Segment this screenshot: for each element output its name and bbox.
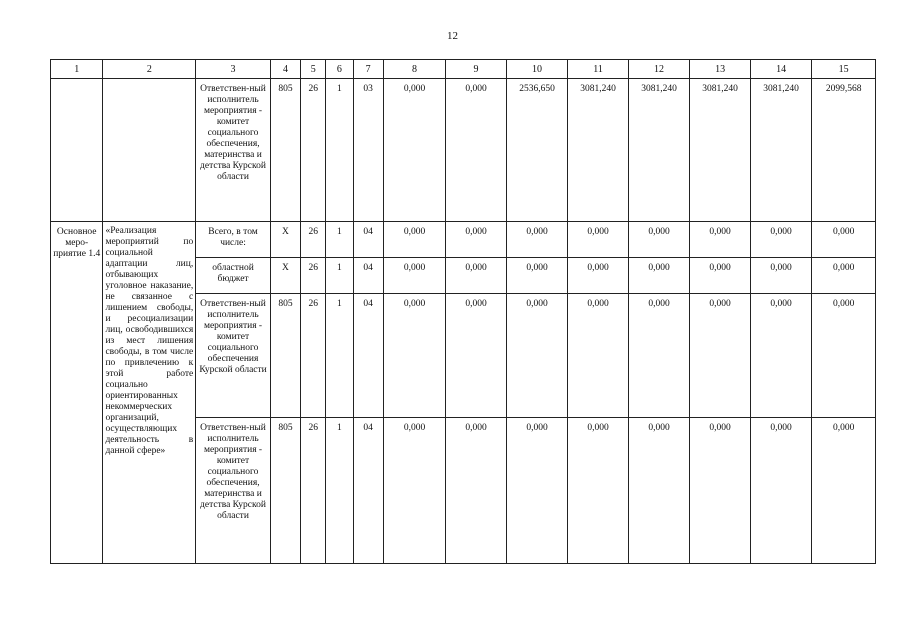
page-number: 12 <box>447 30 458 42</box>
header-cell: 13 <box>690 60 751 79</box>
value-cell: 0,000 <box>628 294 690 418</box>
value-cell: 0,000 <box>446 79 507 222</box>
value-cell: 0,000 <box>690 294 751 418</box>
value-cell: 0,000 <box>446 294 507 418</box>
code-cell: 26 <box>301 294 326 418</box>
value-cell: 0,000 <box>506 418 568 564</box>
value-cell: 0,000 <box>690 258 751 294</box>
value-cell: 0,000 <box>568 258 629 294</box>
value-cell: 0,000 <box>750 418 812 564</box>
value-cell: 0,000 <box>690 222 751 258</box>
budget-table <box>50 59 876 564</box>
table-row <box>51 79 876 222</box>
value-cell: 0,000 <box>568 294 629 418</box>
executor-cell: Ответствен-ный исполнитель мероприятия - комитет социального обеспечения, материнства и детства Курской области <box>196 418 271 564</box>
table-row <box>51 222 876 258</box>
value-cell: 0,000 <box>628 258 690 294</box>
value-cell: 2099,568 <box>812 79 876 222</box>
value-cell: 0,000 <box>812 418 876 564</box>
header-cell: 14 <box>750 60 812 79</box>
header-cell: 6 <box>326 60 353 79</box>
code-cell: 04 <box>353 258 383 294</box>
header-cell: 2 <box>103 60 196 79</box>
value-cell: 0,000 <box>690 418 751 564</box>
code-cell: 26 <box>301 79 326 222</box>
value-cell: 0,000 <box>446 222 507 258</box>
value-cell: 0,000 <box>446 258 507 294</box>
header-cell: 5 <box>301 60 326 79</box>
value-cell: 0,000 <box>812 294 876 418</box>
code-cell: 1 <box>326 79 353 222</box>
header-cell: 9 <box>446 60 507 79</box>
code-cell: 04 <box>353 294 383 418</box>
code-cell: 26 <box>301 258 326 294</box>
value-cell: 3081,240 <box>628 79 690 222</box>
header-cell: 4 <box>270 60 300 79</box>
value-cell: 0,000 <box>628 222 690 258</box>
value-cell: 0,000 <box>446 418 507 564</box>
code-cell: 1 <box>326 294 353 418</box>
header-cell: 1 <box>51 60 103 79</box>
code-cell: 03 <box>353 79 383 222</box>
value-cell: 0,000 <box>383 418 446 564</box>
value-cell: 0,000 <box>506 258 568 294</box>
value-cell: 0,000 <box>812 258 876 294</box>
value-cell: 0,000 <box>628 418 690 564</box>
value-cell: 0,000 <box>383 258 446 294</box>
code-cell: 805 <box>270 418 300 564</box>
code-cell: 1 <box>326 222 353 258</box>
executor-cell: Ответствен-ный исполнитель мероприятия - комитет социального обеспечения Курской области <box>196 294 271 418</box>
code-cell: 26 <box>301 222 326 258</box>
code-cell: Х <box>270 222 300 258</box>
header-row <box>51 60 876 79</box>
executor-cell: Ответствен-ный исполнитель мероприятия - комитет социального обеспечения, материнства и детства Курской области <box>196 79 271 222</box>
value-cell: 0,000 <box>750 222 812 258</box>
code-cell: Х <box>270 258 300 294</box>
code-cell: 26 <box>301 418 326 564</box>
code-cell: 1 <box>326 418 353 564</box>
header-cell: 15 <box>812 60 876 79</box>
header-cell: 10 <box>506 60 568 79</box>
code-cell: 04 <box>353 418 383 564</box>
value-cell: 0,000 <box>506 222 568 258</box>
header-cell: 7 <box>353 60 383 79</box>
value-cell: 0,000 <box>383 222 446 258</box>
value-cell: 2536,650 <box>506 79 568 222</box>
header-cell: 8 <box>383 60 446 79</box>
description-cell <box>103 79 196 222</box>
value-cell: 0,000 <box>812 222 876 258</box>
value-cell: 0,000 <box>750 258 812 294</box>
value-cell: 3081,240 <box>568 79 629 222</box>
code-cell: 04 <box>353 222 383 258</box>
value-cell: 0,000 <box>383 294 446 418</box>
measure-cell <box>51 79 103 222</box>
header-cell: 3 <box>196 60 271 79</box>
value-cell: 0,000 <box>750 294 812 418</box>
code-cell: 805 <box>270 79 300 222</box>
value-cell: 3081,240 <box>750 79 812 222</box>
measure-cell: Основное меро-приятие 1.4 <box>51 222 103 564</box>
code-cell: 805 <box>270 294 300 418</box>
executor-cell: Всего, в том числе: <box>196 222 271 258</box>
header-cell: 12 <box>628 60 690 79</box>
value-cell: 0,000 <box>506 294 568 418</box>
value-cell: 0,000 <box>568 222 629 258</box>
value-cell: 0,000 <box>568 418 629 564</box>
value-cell: 0,000 <box>383 79 446 222</box>
executor-cell: областной бюджет <box>196 258 271 294</box>
code-cell: 1 <box>326 258 353 294</box>
description-cell: «Реализация мероприятий по социальной адаптации лиц, отбывающих уголовное наказание, не связанное с лишением свободы, и ресоциализации лиц, освободившихся из мест лишения свободы, в том числе по привлечению к этой работе социально ориентированных некоммерческих организаций, осуществляющих деятельность в данной сфере» <box>103 222 196 564</box>
value-cell: 3081,240 <box>690 79 751 222</box>
header-cell: 11 <box>568 60 629 79</box>
